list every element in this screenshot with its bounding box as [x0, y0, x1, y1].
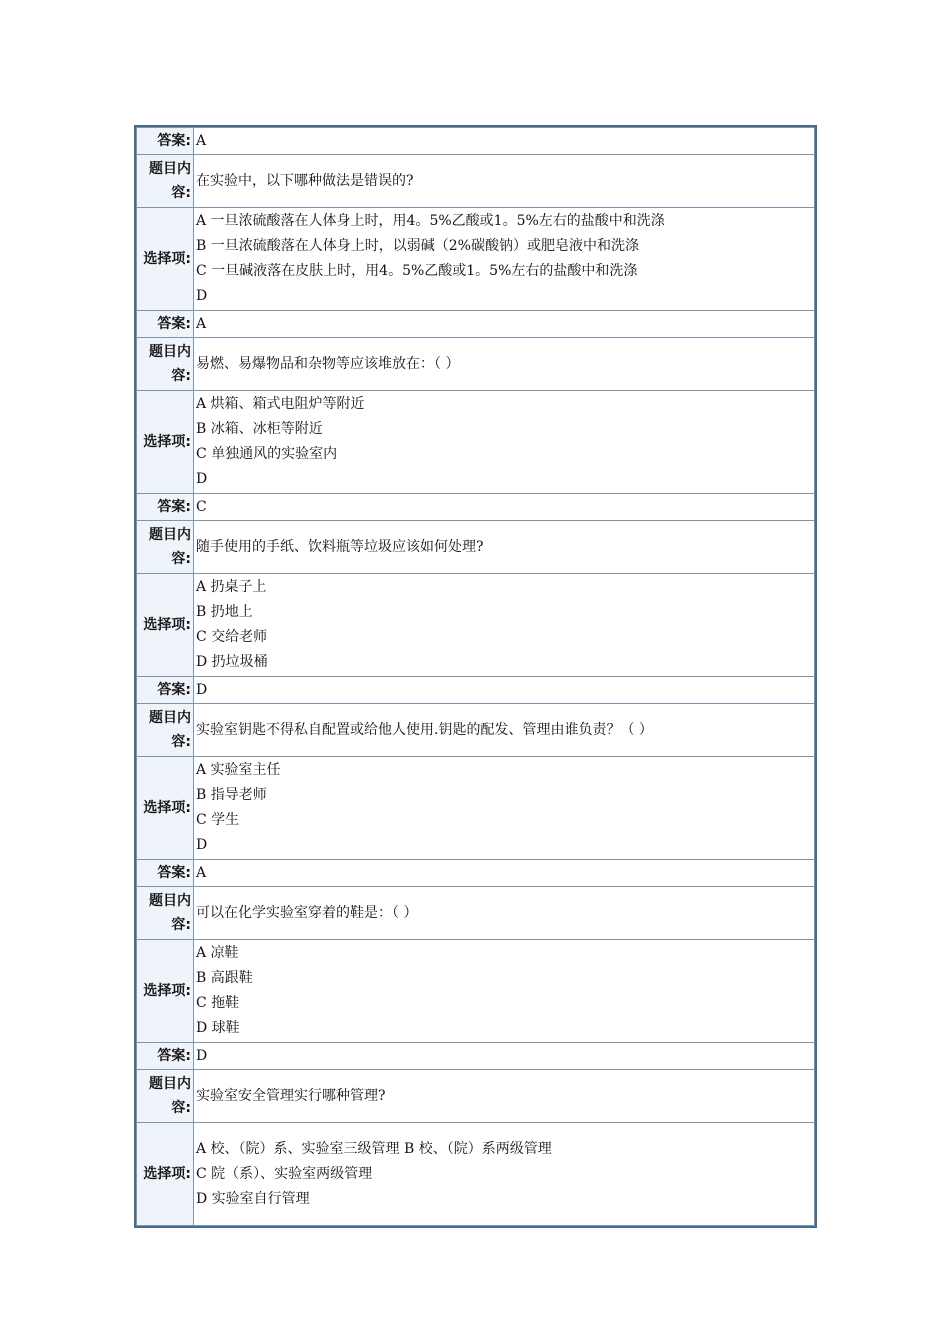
answer-label: 答案: — [137, 311, 194, 338]
option-item: B 冰箱、冰柜等附近 — [196, 421, 323, 437]
answer-row — [137, 1043, 815, 1070]
question-row — [137, 155, 815, 208]
question-label: 题目内容: — [137, 155, 194, 208]
option-item: C 拖鞋 — [196, 995, 240, 1011]
option-item: B 指导老师 — [196, 787, 267, 803]
question-label: 题目内容: — [137, 338, 194, 391]
question-value: 可以在化学实验室穿着的鞋是：（ ） — [194, 887, 815, 940]
options-value — [194, 208, 815, 311]
answer-row — [137, 128, 815, 155]
option-item: D — [196, 471, 208, 487]
option-item: C 院（系）、实验室两级管理 — [196, 1165, 373, 1182]
options-value — [194, 1123, 815, 1226]
options-row — [137, 1123, 815, 1226]
option-item: A 实验室主任 — [196, 762, 281, 778]
option-item: C 学生 — [196, 812, 240, 828]
options-row — [137, 757, 815, 860]
question-label: 题目内容: — [137, 704, 194, 757]
options-value — [194, 940, 815, 1043]
options-label: 选择项: — [137, 757, 194, 860]
option-item: A 校、（院）系、实验室三级管理 B 校、（院）系两级管理 — [196, 1140, 552, 1157]
question-value: 实验室钥匙不得私自配置或给他人使用.钥匙的配发、管理由谁负责？（ ） — [194, 704, 815, 757]
question-row — [137, 704, 815, 757]
option-item: D — [196, 837, 208, 853]
answer-label: 答案: — [137, 1043, 194, 1070]
option-item: D 实验室自行管理 — [196, 1190, 310, 1207]
options-label: 选择项: — [137, 574, 194, 677]
answer-label: 答案: — [137, 128, 194, 155]
answer-value: A — [194, 860, 815, 887]
option-item: C 交给老师 — [196, 629, 268, 645]
option-item: A 一旦浓硫酸落在人体身上时，用4。5%乙酸或1。5%左右的盐酸中和洗涤 — [196, 213, 665, 229]
question-table — [136, 127, 815, 1226]
question-row — [137, 521, 815, 574]
question-value: 随手使用的手纸、饮料瓶等垃圾应该如何处理? — [194, 521, 815, 574]
question-rows — [137, 128, 815, 1226]
option-item: B 扔地上 — [196, 604, 253, 620]
options-row — [137, 940, 815, 1043]
option-item: A 烘箱、箱式电阻炉等附近 — [196, 396, 365, 412]
answer-label: 答案: — [137, 677, 194, 704]
question-label: 题目内容: — [137, 521, 194, 574]
answer-label: 答案: — [137, 860, 194, 887]
options-value — [194, 391, 815, 494]
question-sheet — [134, 125, 817, 1228]
option-item: D — [196, 288, 208, 304]
option-item: C 单独通风的实验室内 — [196, 446, 338, 462]
option-item: D 球鞋 — [196, 1020, 240, 1036]
options-value — [194, 757, 815, 860]
answer-value: C — [194, 494, 815, 521]
question-row — [137, 887, 815, 940]
answer-row — [137, 494, 815, 521]
options-label: 选择项: — [137, 208, 194, 311]
answer-row — [137, 860, 815, 887]
answer-value: A — [194, 128, 815, 155]
options-row — [137, 574, 815, 677]
options-value — [194, 574, 815, 677]
question-label: 题目内容: — [137, 887, 194, 940]
question-label: 题目内容: — [137, 1070, 194, 1123]
options-label: 选择项: — [137, 940, 194, 1043]
answer-label: 答案: — [137, 494, 194, 521]
options-label: 选择项: — [137, 1123, 194, 1226]
answer-value: A — [194, 311, 815, 338]
question-value: 易燃、易爆物品和杂物等应该堆放在：（ ） — [194, 338, 815, 391]
option-item: C 一旦碱液落在皮肤上时，用4。5%乙酸或1。5%左右的盐酸中和洗涤 — [196, 263, 638, 279]
option-item: A 凉鞋 — [196, 945, 239, 961]
options-label: 选择项: — [137, 391, 194, 494]
answer-row — [137, 677, 815, 704]
question-value: 实验室安全管理实行哪种管理? — [194, 1070, 815, 1123]
question-value: 在实验中，以下哪种做法是错误的? — [194, 155, 815, 208]
answer-value: D — [194, 1043, 815, 1070]
option-item: D 扔垃圾桶 — [196, 654, 268, 670]
option-item: A 扔桌子上 — [196, 579, 267, 595]
option-item: B 一旦浓硫酸落在人体身上时，以弱碱（2%碳酸钠）或肥皂液中和洗涤 — [196, 238, 639, 254]
options-row — [137, 391, 815, 494]
question-row — [137, 1070, 815, 1123]
answer-value: D — [194, 677, 815, 704]
options-row — [137, 208, 815, 311]
answer-row — [137, 311, 815, 338]
question-row — [137, 338, 815, 391]
option-item: B 高跟鞋 — [196, 970, 253, 986]
